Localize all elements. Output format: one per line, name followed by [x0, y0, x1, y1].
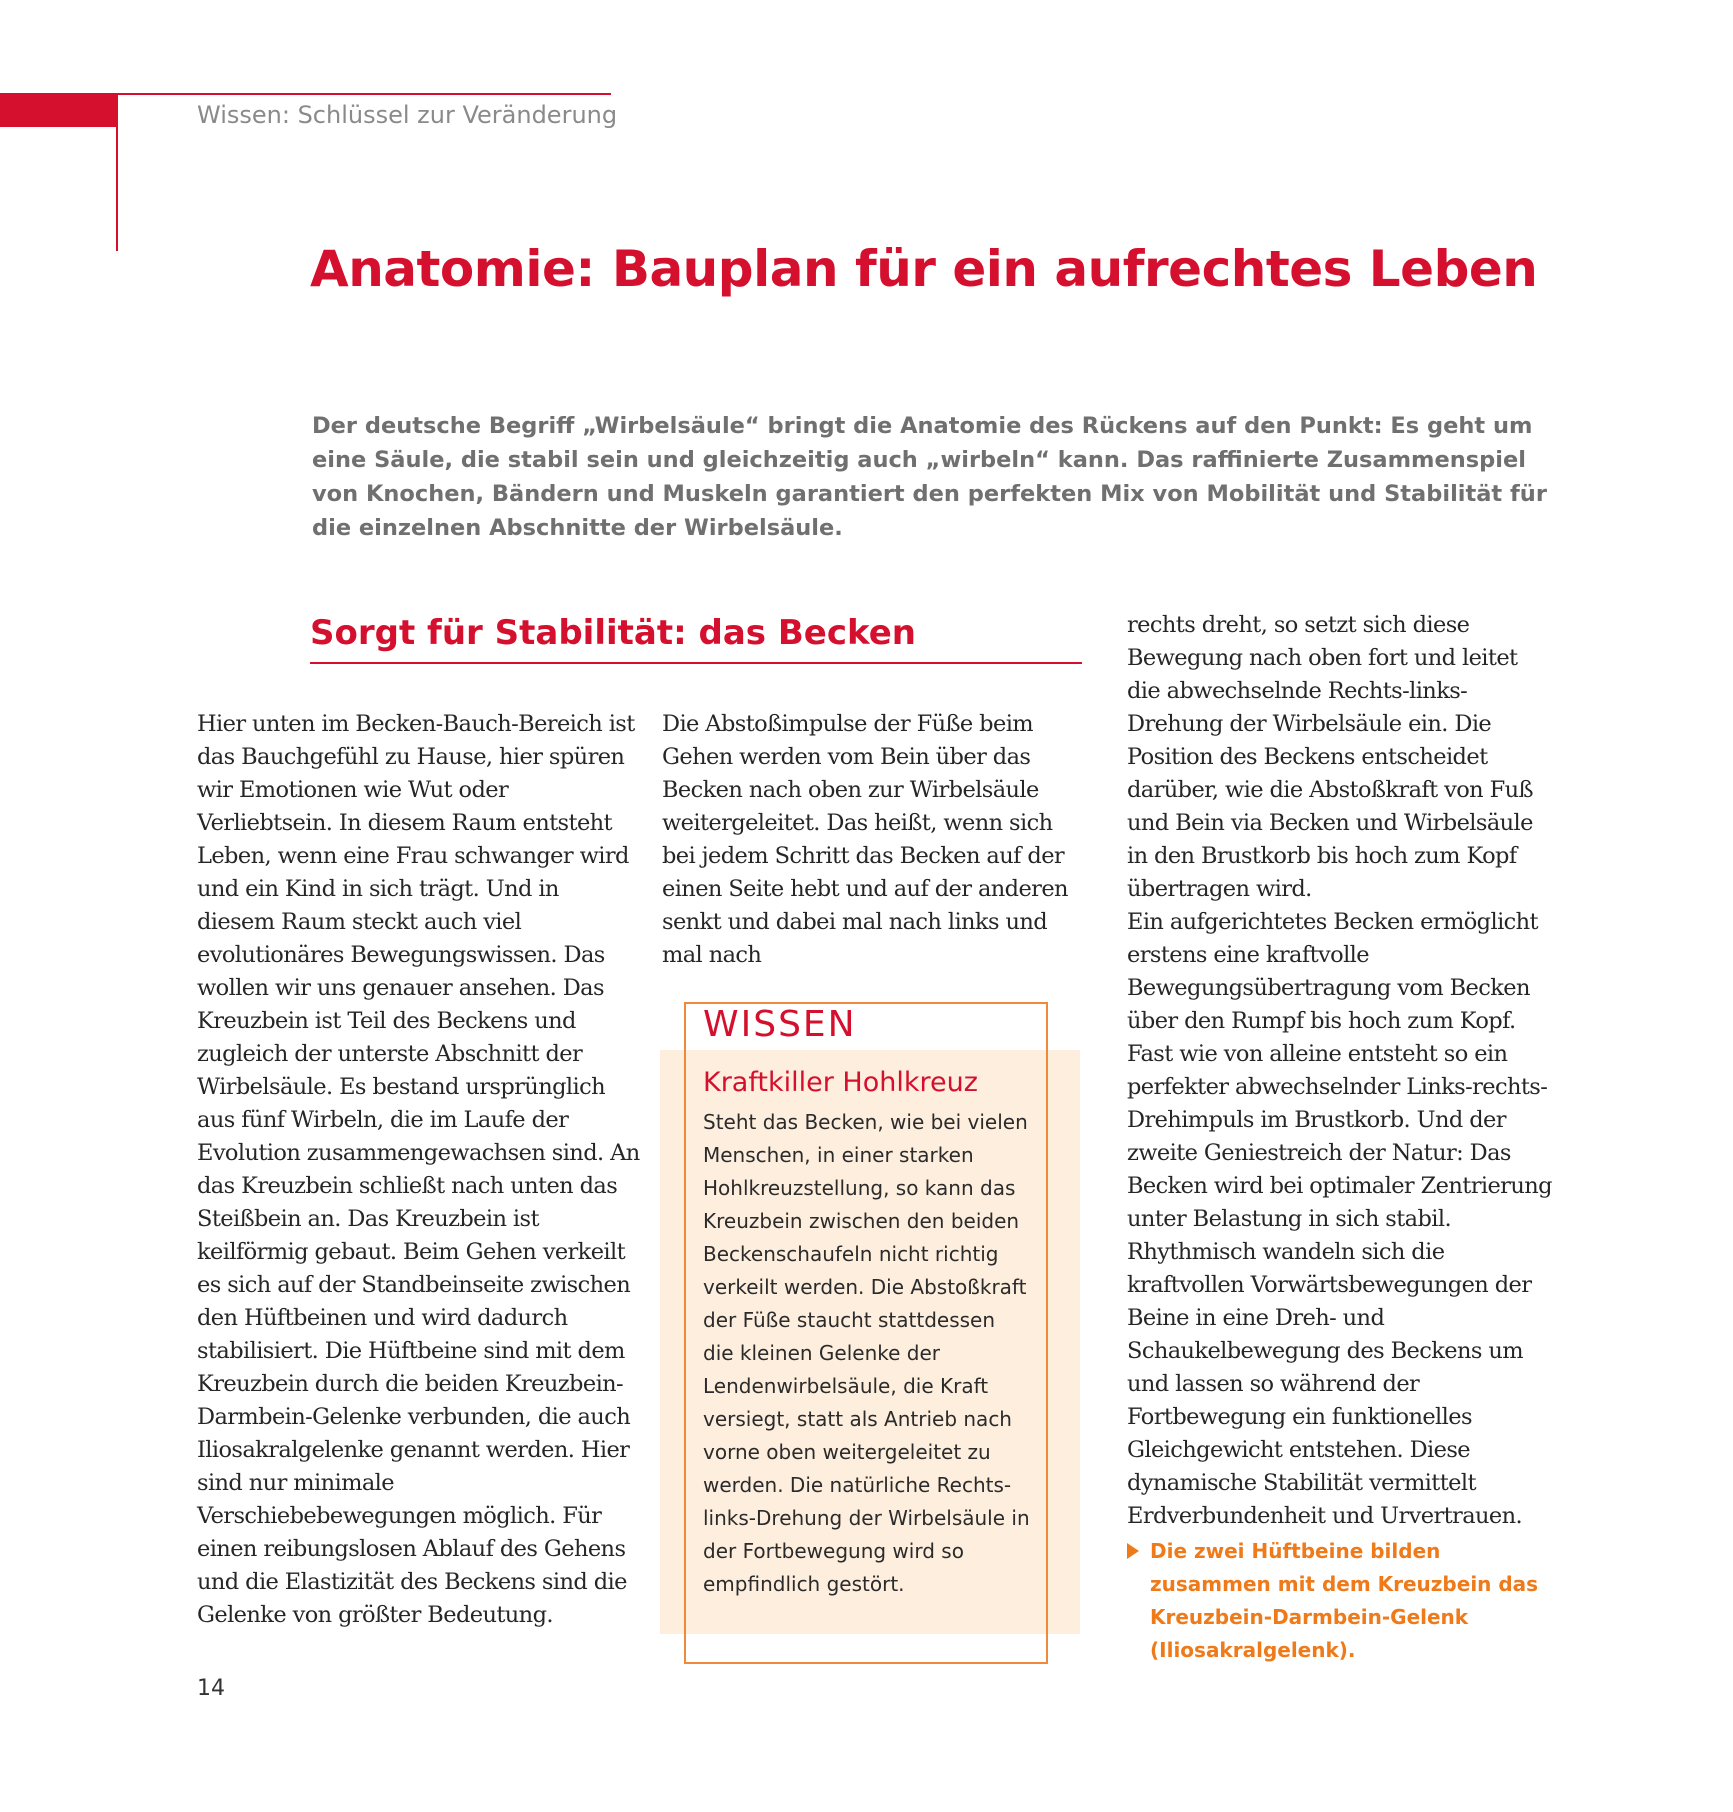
header-rule [118, 93, 611, 95]
wissen-box-title: Kraftkiller Hohlkreuz [703, 1067, 978, 1098]
body-column-2: Die Abstoßimpulse der Füße beim Gehen werden vom Bein über das Becken nach oben zur Wirbelsäule weitergeleitet. Das heißt, wenn sich bei jedem Schritt das Becken auf der einen Seite hebt und auf der anderen senkt und dabei mal nach links und mal nach [662, 711, 1068, 968]
running-head: Wissen: Schlüssel zur Veränderung [197, 101, 618, 129]
key-point-note: Die zwei Hüftbeine bilden zusammen mit dem Kreuzbein das Kreuzbein-Darmbein-Gelenk (Iliosakralgelenk). [1150, 1539, 1539, 1662]
section-title: Sorgt für Stabilität: das Becken [310, 613, 916, 653]
body-column-1: Hier unten im Becken-Bauch-Bereich ist das Bauchgefühl zu Hause, hier spüren wir Emotionen wie Wut oder Verliebtsein. In diesem Raum entsteht Leben, wenn eine Frau schwanger wird und ein Kind in sich trägt. Und in diesem Raum steckt auch viel evolutionäres Bewegungswissen. Das wollen wir uns genauer ansehen. Das Kreuzbein ist Teil des Beckens und zugleich der unterste Abschnitt der Wirbelsäule. Es bestand ursprünglich aus fünf Wirbeln, die im Laufe der Evolution zusammengewachsen sind. An das Kreuzbein schließt nach unten das Steißbein an. Das Kreuzbein ist keilförmig gebaut. Beim Gehen verkeilt es sich auf der Standbeinseite zwischen den Hüftbeinen und wird dadurch stabilisiert. Die Hüftbeine sind mit dem Kreuzbein durch die beiden Kreuzbein-Darmbein-Gelenke verbunden, die auch Iliosakralgelenke genannt werden. Hier sind nur minimale Verschiebebewegungen möglich. Für einen reibungslosen Ablauf des Gehens und die Elastizität des Beckens sind die Gelenke von größter Bedeutung. [197, 711, 640, 1628]
page-number: 14 [197, 1676, 225, 1701]
header-accent-bar [0, 93, 118, 127]
wissen-box-text: Steht das Becken, wie bei vielen Menschen, in einer starken Hohlkreuzstellung, so kann das Kreuzbein zwischen den beiden Beckenschaufeln nicht richtig verkeilt werden. Die Abstoßkraft der Füße staucht stattdessen die kleinen Gelenke der Lendenwirbelsäule, die Kraft versiegt, statt als Antrieb nach vorne oben weitergeleitet zu werden. Die natürliche Rechts-links-Drehung der Wirbelsäule in der Fortbewegung wird so empfindlich gestört. [703, 1110, 1030, 1596]
triangle-bullet-icon [1127, 1543, 1139, 1559]
body-column-3-paragraph-2: Ein aufgerichtetes Becken ermöglicht erstens eine kraftvolle Bewegungsübertragung vom Becken über den Rumpf bis hoch zum Kopf. Fast wie von alleine entsteht so ein perfekter abwechselnder Links-rechts-Drehimpuls im Brustkorb. Und der zweite Geniestreich der Natur: Das Becken wird bei optimaler Zentrierung unter Belastung in sich stabil. Rhythmisch wandeln sich die kraftvollen Vorwärtsbewegungen der Beine in eine Dreh- und Schaukelbewegung des Beckens um und lassen so während der Fortbewegung ein funktionelles Gleichgewicht entstehen. Diese dynamische Stabilität vermittelt Erdverbundenheit und Urvertrauen. [1127, 909, 1552, 1529]
margin-rule [116, 93, 118, 251]
section-rule [310, 662, 1082, 664]
wissen-box-label: WISSEN [703, 1004, 857, 1045]
page-title: Anatomie: Bauplan für ein aufrechtes Leben [310, 240, 1538, 298]
lead-paragraph: Der deutsche Begriff „Wirbelsäule“ bringt die Anatomie des Rückens auf den Punkt: Es geht um eine Säule, die stabil sein und gleichzeitig auch „wirbeln“ kann. Das raffinierte Zusammenspiel von Knochen, Bändern und Muskeln garantiert den perfekten Mix von Mobilität und Stabilität für die einzelnen Abschnitte der Wirbelsäule. [312, 413, 1547, 541]
body-column-3-paragraph-1: rechts dreht, so setzt sich diese Bewegung nach oben fort und leitet die abwechselnde Rechts-links-Drehung der Wirbelsäule ein. Die Position des Beckens entscheidet darüber, wie die Abstoßkraft von Fuß und Bein via Becken und Wirbelsäule in den Brustkorb bis hoch zum Kopf übertragen wird. [1127, 612, 1533, 902]
